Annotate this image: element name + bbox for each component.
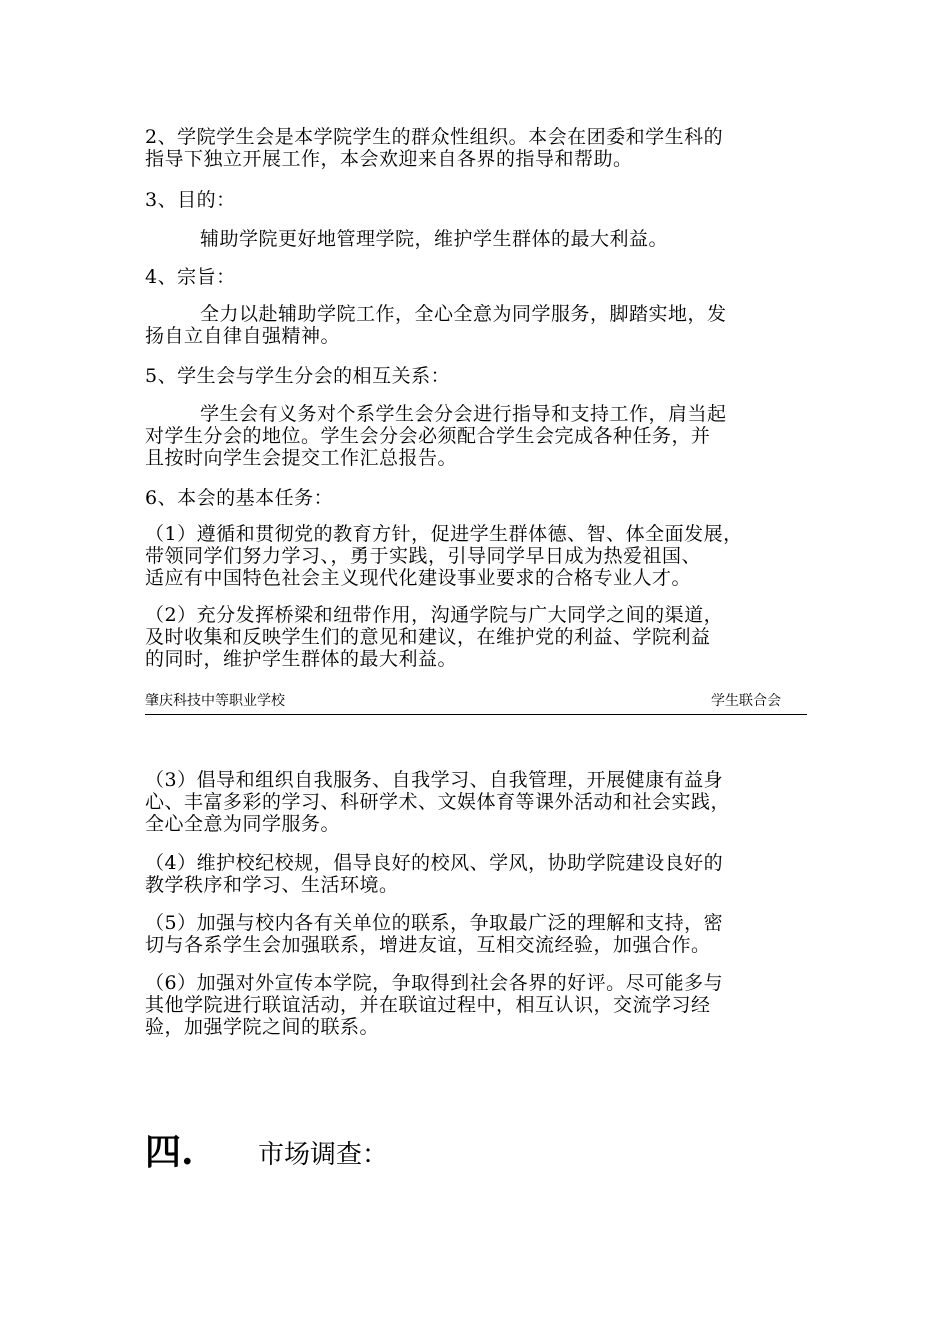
text-line: 6、本会的基本任务： bbox=[145, 487, 334, 509]
text-line: 辅助学院更好地管理学院，维护学生群体的最大利益。 bbox=[200, 228, 669, 250]
text-line: 4、宗旨： bbox=[145, 266, 236, 288]
paragraph-task-6 bbox=[145, 972, 815, 1038]
text-line: 带领同学们努力学习、，勇于实践，引导同学早日成为热爱祖国、 bbox=[145, 545, 702, 567]
paragraph-item-3-body bbox=[200, 228, 810, 250]
text-line: （5）加强与校内各有关单位的联系，争取最广泛的理解和支持，密 bbox=[145, 912, 724, 934]
text-line: （3）倡导和组织自我服务、自我学习、自我管理，开展健康有益身 bbox=[145, 769, 724, 791]
text-line: 全心全意为同学服务。 bbox=[145, 813, 341, 835]
text-line: 5、学生会与学生分会的相互关系： bbox=[145, 365, 451, 387]
footer-organization-name: 学生联合会 bbox=[711, 693, 781, 709]
paragraph-item-5-body bbox=[145, 403, 815, 469]
text-line: 验，加强学院之间的联系。 bbox=[145, 1016, 380, 1038]
text-line: （4）维护校纪校规，倡导良好的校风、学风，协助学院建设良好的 bbox=[145, 852, 724, 874]
text-line: 全力以赴辅助学院工作，全心全意为同学服务，脚踏实地，发 bbox=[200, 303, 727, 325]
paragraph-item-4-body bbox=[145, 303, 815, 347]
text-line: 其他学院进行联谊活动，并在联谊过程中，相互认识，交流学习经 bbox=[145, 994, 711, 1016]
paragraph-task-1 bbox=[145, 523, 815, 589]
paragraph-item-2 bbox=[145, 126, 815, 170]
text-line: 学生会有义务对个系学生会分会进行指导和支持工作，肩当起 bbox=[200, 403, 727, 425]
text-line: 适应有中国特色社会主义现代化建设事业要求的合格专业人才。 bbox=[145, 567, 692, 589]
text-line: （1）遵循和贯彻党的教育方针，促进学生群体德、智、体全面发展， bbox=[145, 523, 743, 545]
text-line: （6）加强对外宣传本学院，争取得到社会各界的好评。尽可能多与 bbox=[145, 972, 724, 994]
text-line: 教学秩序和学习、生活环境。 bbox=[145, 874, 399, 896]
paragraph-task-4 bbox=[145, 852, 815, 896]
heading-item-4 bbox=[145, 266, 815, 288]
text-line: 且按时向学生会提交工作汇总报告。 bbox=[145, 447, 458, 469]
section-title: 市场调查： bbox=[258, 1140, 389, 1170]
heading-item-6 bbox=[145, 487, 815, 509]
text-line: 切与各系学生会加强联系，增进友谊，互相交流经验，加强合作。 bbox=[145, 934, 711, 956]
text-line: （2）充分发挥桥梁和纽带作用，沟通学院与广大同学之间的渠道， bbox=[145, 604, 724, 626]
text-line: 指导下独立开展工作，本会欢迎来自各界的指导和帮助。 bbox=[145, 148, 633, 170]
paragraph-task-2 bbox=[145, 604, 815, 670]
footer-school-name: 肇庆科技中等职业学校 bbox=[145, 693, 285, 709]
heading-item-3 bbox=[145, 189, 815, 211]
text-line: 心、丰富多彩的学习、科研学术、文娱体育等课外活动和社会实践， bbox=[145, 791, 731, 813]
text-line: 2、学院学生会是本学院学生的群众性组织。本会在团委和学生科的 bbox=[145, 126, 724, 148]
paragraph-task-5 bbox=[145, 912, 815, 956]
page-footer bbox=[145, 692, 807, 715]
text-line: 及时收集和反映学生们的意见和建议，在维护党的利益、学院利益 bbox=[145, 626, 711, 648]
heading-item-5 bbox=[145, 365, 815, 387]
section-number: 四. bbox=[145, 1131, 194, 1173]
text-line: 的同时，维护学生群体的最大利益。 bbox=[145, 648, 458, 670]
paragraph-task-3 bbox=[145, 769, 815, 835]
text-line: 扬自立自律自强精神。 bbox=[145, 325, 341, 347]
text-line: 对学生分会的地位。学生会分会必须配合学生会完成各种任务，并 bbox=[145, 425, 711, 447]
text-line: 3、目的： bbox=[145, 189, 236, 211]
